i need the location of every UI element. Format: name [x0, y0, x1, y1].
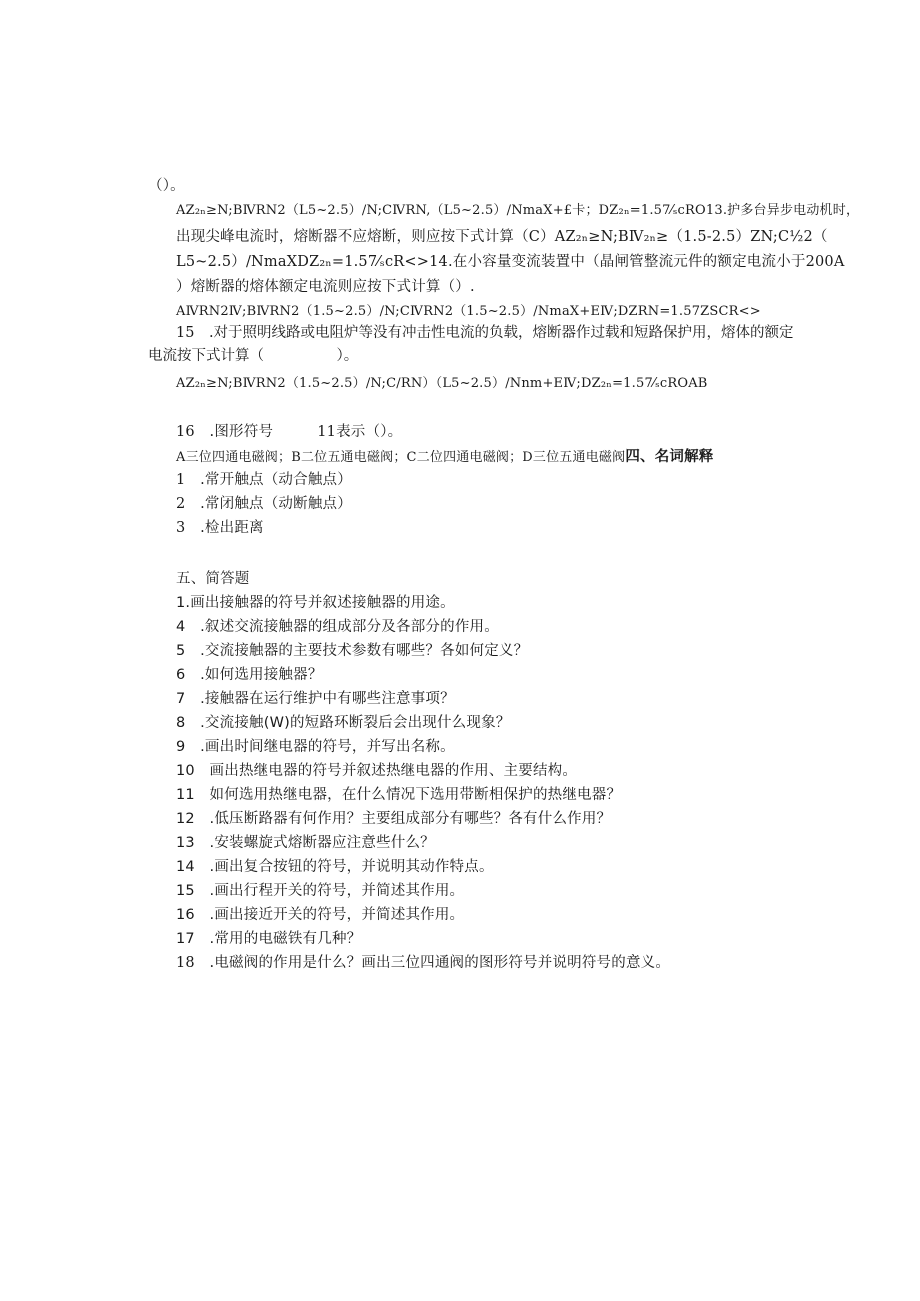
- question-14-cont: ）熔断器的熔体额定电流则应按下式计算（）.: [176, 279, 475, 295]
- short-answer-item: 16 .画出接近开关的符号，并简述其作用。: [176, 907, 465, 923]
- term-2: 2 .常闭触点（动断触点）: [176, 496, 352, 512]
- short-answer-item: 14 .画出复合按钮的符号，并说明其动作特点。: [176, 859, 494, 875]
- short-answer-item: 13 .安装螺旋式熔断器应注意些什么？: [176, 835, 435, 851]
- short-answer-item: 5 .交流接触器的主要技术参数有哪些？各如何定义？: [176, 643, 529, 659]
- question-16: 16 .图形符号 11表示（）。: [176, 424, 403, 440]
- question-13-text: 出现尖峰电流时，熔断器不应熔断，则应按下式计算（C）AZ₂ₙ≥N;BⅣ₂ₙ≥（1.5-2.5）ZN;C½2（: [176, 229, 828, 245]
- short-answer-item: 9 .画出时间继电器的符号，并写出名称。: [176, 739, 455, 755]
- options-q15: AZ₂ₙ≥N;BⅣRN2（1.5~2.5）/N;C/RN）（L5~2.5）/Nnm+EⅣ;DZ₂ₙ=1.57⁄ₛcROAB: [176, 376, 708, 391]
- section-5-title: 五、简答题: [176, 571, 250, 587]
- short-answer-item: 10 画出热继电器的符号并叙述热继电器的作用、主要结构。: [176, 763, 578, 779]
- short-answer-item: 4 .叙述交流接触器的组成部分及各部分的作用。: [176, 619, 499, 635]
- question-14-text: L5~2.5）/NmaXDZ₂ₙ=1.57⁄ₛcR<>14.在小容量变流装置中（晶闸管整流元件的额定电流小于200A: [176, 254, 845, 270]
- short-answer-item: 7 .接触器在运行维护中有哪些注意事项？: [176, 691, 455, 707]
- short-answer-item: 15 .画出行程开关的符号，并简述其作用。: [176, 883, 465, 899]
- options-q12: AZ₂ₙ≥N;BⅣRN2（L5~2.5）/N;CⅣRN,（L5~2.5）/NmaX+£卡；DZ₂ₙ=1.57⁄ₛcRO13.护多台异步电动机时，: [176, 203, 860, 218]
- short-answer-item: 1.画出接触器的符号并叙述接触器的用途。: [176, 595, 455, 611]
- short-answer-item: 17 .常用的电磁铁有几种？: [176, 931, 362, 947]
- question-tail: （）。: [148, 178, 185, 194]
- section-4-title: 四、名词解释: [625, 449, 714, 465]
- short-answer-item: 18 .电磁阀的作用是什么？画出三位四通阀的图形符号并说明符号的意义。: [176, 955, 671, 971]
- options-q14: AⅣRN2Ⅳ;BⅣRN2（1.5~2.5）/N;CⅣRN2（1.5~2.5）/NmaX+EⅣ;DZRN=1.57ZSCR<>: [176, 304, 761, 319]
- term-3: 3 .检出距离: [176, 520, 264, 536]
- short-answer-item: 12 .低压断路器有何作用？主要组成部分有哪些？各有什么作用？: [176, 811, 612, 827]
- short-answer-item: 11 如何选用热继电器，在什么情况下选用带断相保护的热继电器？: [176, 787, 622, 803]
- options-q16: [176, 447, 714, 468]
- question-15: 15 .对于照明线路或电阻炉等没有冲击性电流的负载，熔断器作过载和短路保护用，熔体的额定电流按下式计算（ ）。: [148, 325, 794, 364]
- term-1: 1 .常开触点（动合触点）: [176, 472, 352, 488]
- options-q16-text: A三位四通电磁阀；B二位五通电磁阀；C二位四通电磁阀；D三位五通电磁阀: [176, 450, 626, 465]
- short-answer-item: 6 .如何选用接触器？: [176, 667, 323, 683]
- short-answer-item: 8 .交流接触(W)的短路环断裂后会出现什么现象？: [176, 715, 511, 731]
